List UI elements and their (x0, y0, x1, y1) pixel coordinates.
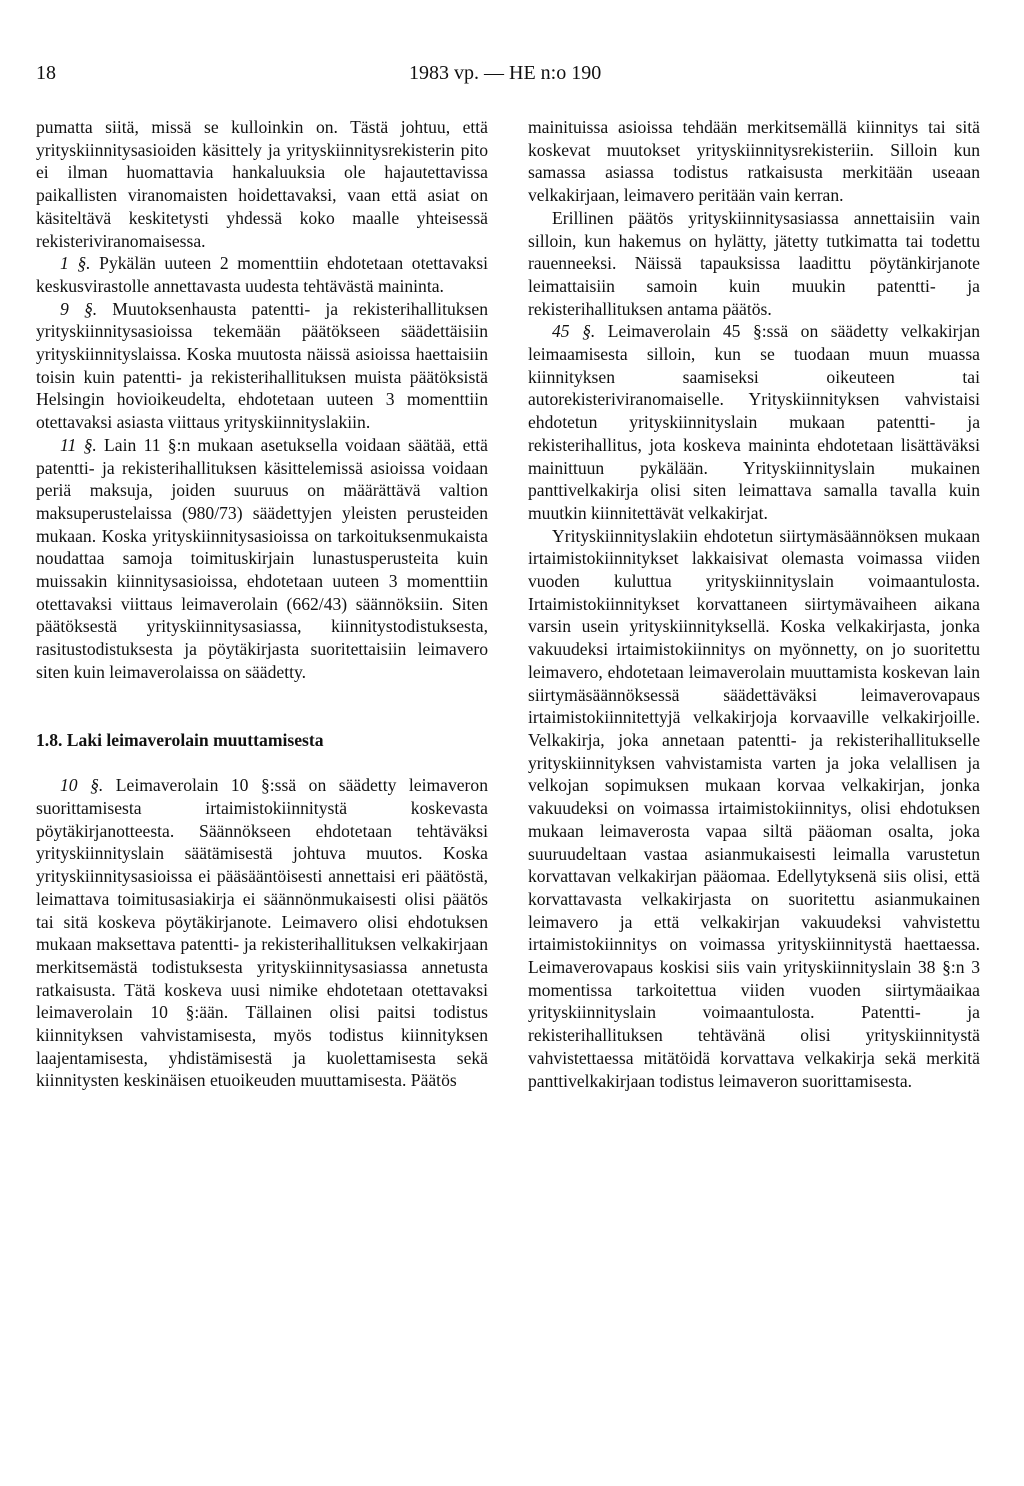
paragraph-text: Leimaverolain 10 §:ssä on säädetty leimaveron suorittamisesta irtaimistokiinnitystä koskevasta pöytäkirjanotteesta. Säännökseen ehdotetaan tehtäväksi yrityskiinnityslain säätämisestä johtuva muutos. Koska yrityskiinnitysasioissa ei pääsääntöisesti annettaisi eri päätöstä, leimattava toimitusasiakirja ei säännönmukaisesti olisi päätös tai sitä koskeva pöytäkirjanote. Leimavero olisi ehdotuksen mukaan maksettava patentti- ja rekisterihallituksen velkakirjaan merkitsemästä todistuksesta yrityskiinnitysasiassa annetusta ratkaisusta. Tätä koskeva uusi nimike ehdotetaan otettavaksi leimaverolain 10 §:ään. Tällainen olisi paitsi todistus kiinnityksen vahvistamisesta, myös todistus kiinnityksen laajentamisesta, yhdistämisestä ja kuolettamisesta sekä kiinnitysten keskinäisen etuoikeuden muuttamisesta. Päätös (36, 775, 489, 1091)
left-column (36, 116, 488, 1092)
running-head: 1983 vp. — HE n:o 190 (409, 62, 602, 84)
section-mark: 11 §. (60, 434, 97, 455)
paragraph (528, 320, 980, 524)
paragraph: Yrityskiinnityslakiin ehdotetun siirtymäsäännöksen mukaan irtaimistokiinnitykset lakkaisivat olemasta voimassa viiden vuoden kuluttua yrityskiinnityslain voimaantulosta. Irtaimistokiinnitykset korvattaneen siirtymävaiheen aikana varsin usein yrityskiinnityksellä. Koska velkakirjasta, jonka vakuudeksi irtaimistokiinnitys on myönnetty, on jo suoritettu leimavero, ehdotetaan leimaverolain muuttamista koskevan lain siirtymäsäännöksessä säädettäväksi leimaverovapaus irtaimistokiinnitettyjä velkakirjoja korvaaville velkakirjoille. Velkakirja, joka annetaan patentti- ja rekisterihallitukselle yrityskiinnityksen vahvistamista varten ja joka velallisen ja velkojan sopimuksen mukaan korvaa velkakirjan, jonka vakuudeksi on voimassa irtaimistokiinnitys, olisi ehdotuksen mukaan leimaverosta vapaa siltä pääoman osalta, joka suuruudeltaan vastaa asianmukaisesti leimalla varustetun korvattavan velkakirjan pääomaa. Edellytyksenä siis olisi, että korvattavasta velkakirjasta on suoritettu asianmukainen leimavero ja että velkakirjan vakuudeksi vahvistettu irtaimistokiinnitys on voimassa yrityskiinnitystä haettaessa. Leimaverovapaus koskisi siis vain yrityskiinnityslain 38 §:n 3 momentissa tarkoitettua viiden vuoden siirtymäaikaa yrityskiinnityslain voimaantulosta. Patentti- ja rekisterihallituksen tehtävänä olisi yrityskiinnitystä vahvistettaessa mitätöidä korvattava velkakirja sekä merkitä panttivelkakirjaan todistus leimaveron suorittamisesta. (528, 525, 980, 1091)
page-header (36, 62, 986, 92)
paragraph (36, 434, 488, 684)
paragraph-text: Lain 11 §:n mukaan asetuksella voidaan säätää, että patentti- ja rekisterihallituksen käsittelemissä asioissa voidaan periä maksuja, joiden suuruus on määrättävä valtion maksuperustelaissa (980/73) säädettyjen yleisten perusteiden mukaan. Koska yrityskiinnitysasioissa on tarkoituksenmukaista noudattaa samoja toimituskirjain lunastusperusteita kuin muissakin kiinnitysasioissa, ehdotetaan uuteen 3 momenttiin otettavaksi viittaus leimaverolain (662/43) säännöksiin. Siten päätöksestä yrityskiinnitysasiassa, kiinnitystodistuksesta, rasitustodistuksesta ja pöytäkirjasta suoritettaisiin leimavero siten kuin leimaverolaissa on säädetty. (36, 434, 488, 682)
section-mark: 1 §. (60, 253, 91, 274)
page-number: 18 (36, 62, 56, 84)
section-heading: 1.8. Laki leimaverolain muuttamisesta (36, 729, 324, 750)
right-column (528, 116, 980, 1092)
paragraph: mainituissa asioissa tehdään merkitsemällä kiinnitys tai sitä koskevat muutokset yrityskiinnitysrekisteriin. Silloin kun samassa asiassa todistus ratkaisusta merkitään useaan velkakirjaan, leimavero peritään vain kerran. (528, 117, 980, 206)
paragraph (36, 774, 488, 1092)
paragraph (36, 298, 488, 434)
paragraph: Erillinen päätös yrityskiinnitysasiassa annettaisiin vain silloin, kun hakemus on hylätty, jätetty tutkimatta tai todettu rauenneeksi. Näissä tapauksissa laadittu pöytänkirjanote leimattaisiin samoin kuin muukin patentti- ja rekisterihallituksen antama päätös. (528, 207, 980, 319)
paragraph (36, 252, 488, 297)
paragraph-text: Muutoksenhausta patentti- ja rekisterihallituksen yrityskiinnitysasioissa tekemään päätökseen säädettäisiin yrityskiinnityslaissa. Koska muutosta näissä asioissa haettaisiin toisin kuin patentti- ja rekisterihallituksen muista päätöksistä Helsingin hovioikeudelta, ehdotetaan uuteen 3 momenttiin otettavaksi asiasta viittaus yrityskiinnityslakiin. (36, 298, 489, 433)
paragraph-text: Pykälän uuteen 2 momenttiin ehdotetaan otettavaksi keskusvirastolle annettavasta uudesta tehtävästä maininta. (36, 253, 489, 296)
section-mark: 10 §. (60, 775, 104, 796)
section-mark: 45 §. (552, 321, 596, 342)
paragraph-text: Leimaverolain 45 §:ssä on säädetty velkakirjan leimaamisesta silloin, kun se tuodaan muun muassa kiinnityksen saamiseksi oikeuteen tai autorekisteriviranomaiselle. Yrityskiinnityksen vahvistaisi ehdotetun yrityskiinnityslain mukaan patentti- ja rekisterihallitus, jota koskeva maininta ehdotetaan lisättäväksi mainittuun pykälään. Yrityskiinnityslain mukainen panttivelkakirja olisi siten leimattava samalla tavalla kuin muutkin kiinnitettävät velkakirjat. (528, 321, 981, 523)
section-mark: 9 §. (60, 298, 98, 319)
paragraph: pumatta siitä, missä se kulloinkin on. Tästä johtuu, että yrityskiinnitysasioiden käsittely ja yrityskiinnitysrekisterin pito ei ilman huomattavia hankaluuksia ole hajautettavissa paikallisten viranomaisten hoidettavaksi, vaan että asiat on käsiteltävä keskitetysti yhdessä koko maalle yhteisessä rekisteriviranomaisessa. (36, 117, 488, 251)
